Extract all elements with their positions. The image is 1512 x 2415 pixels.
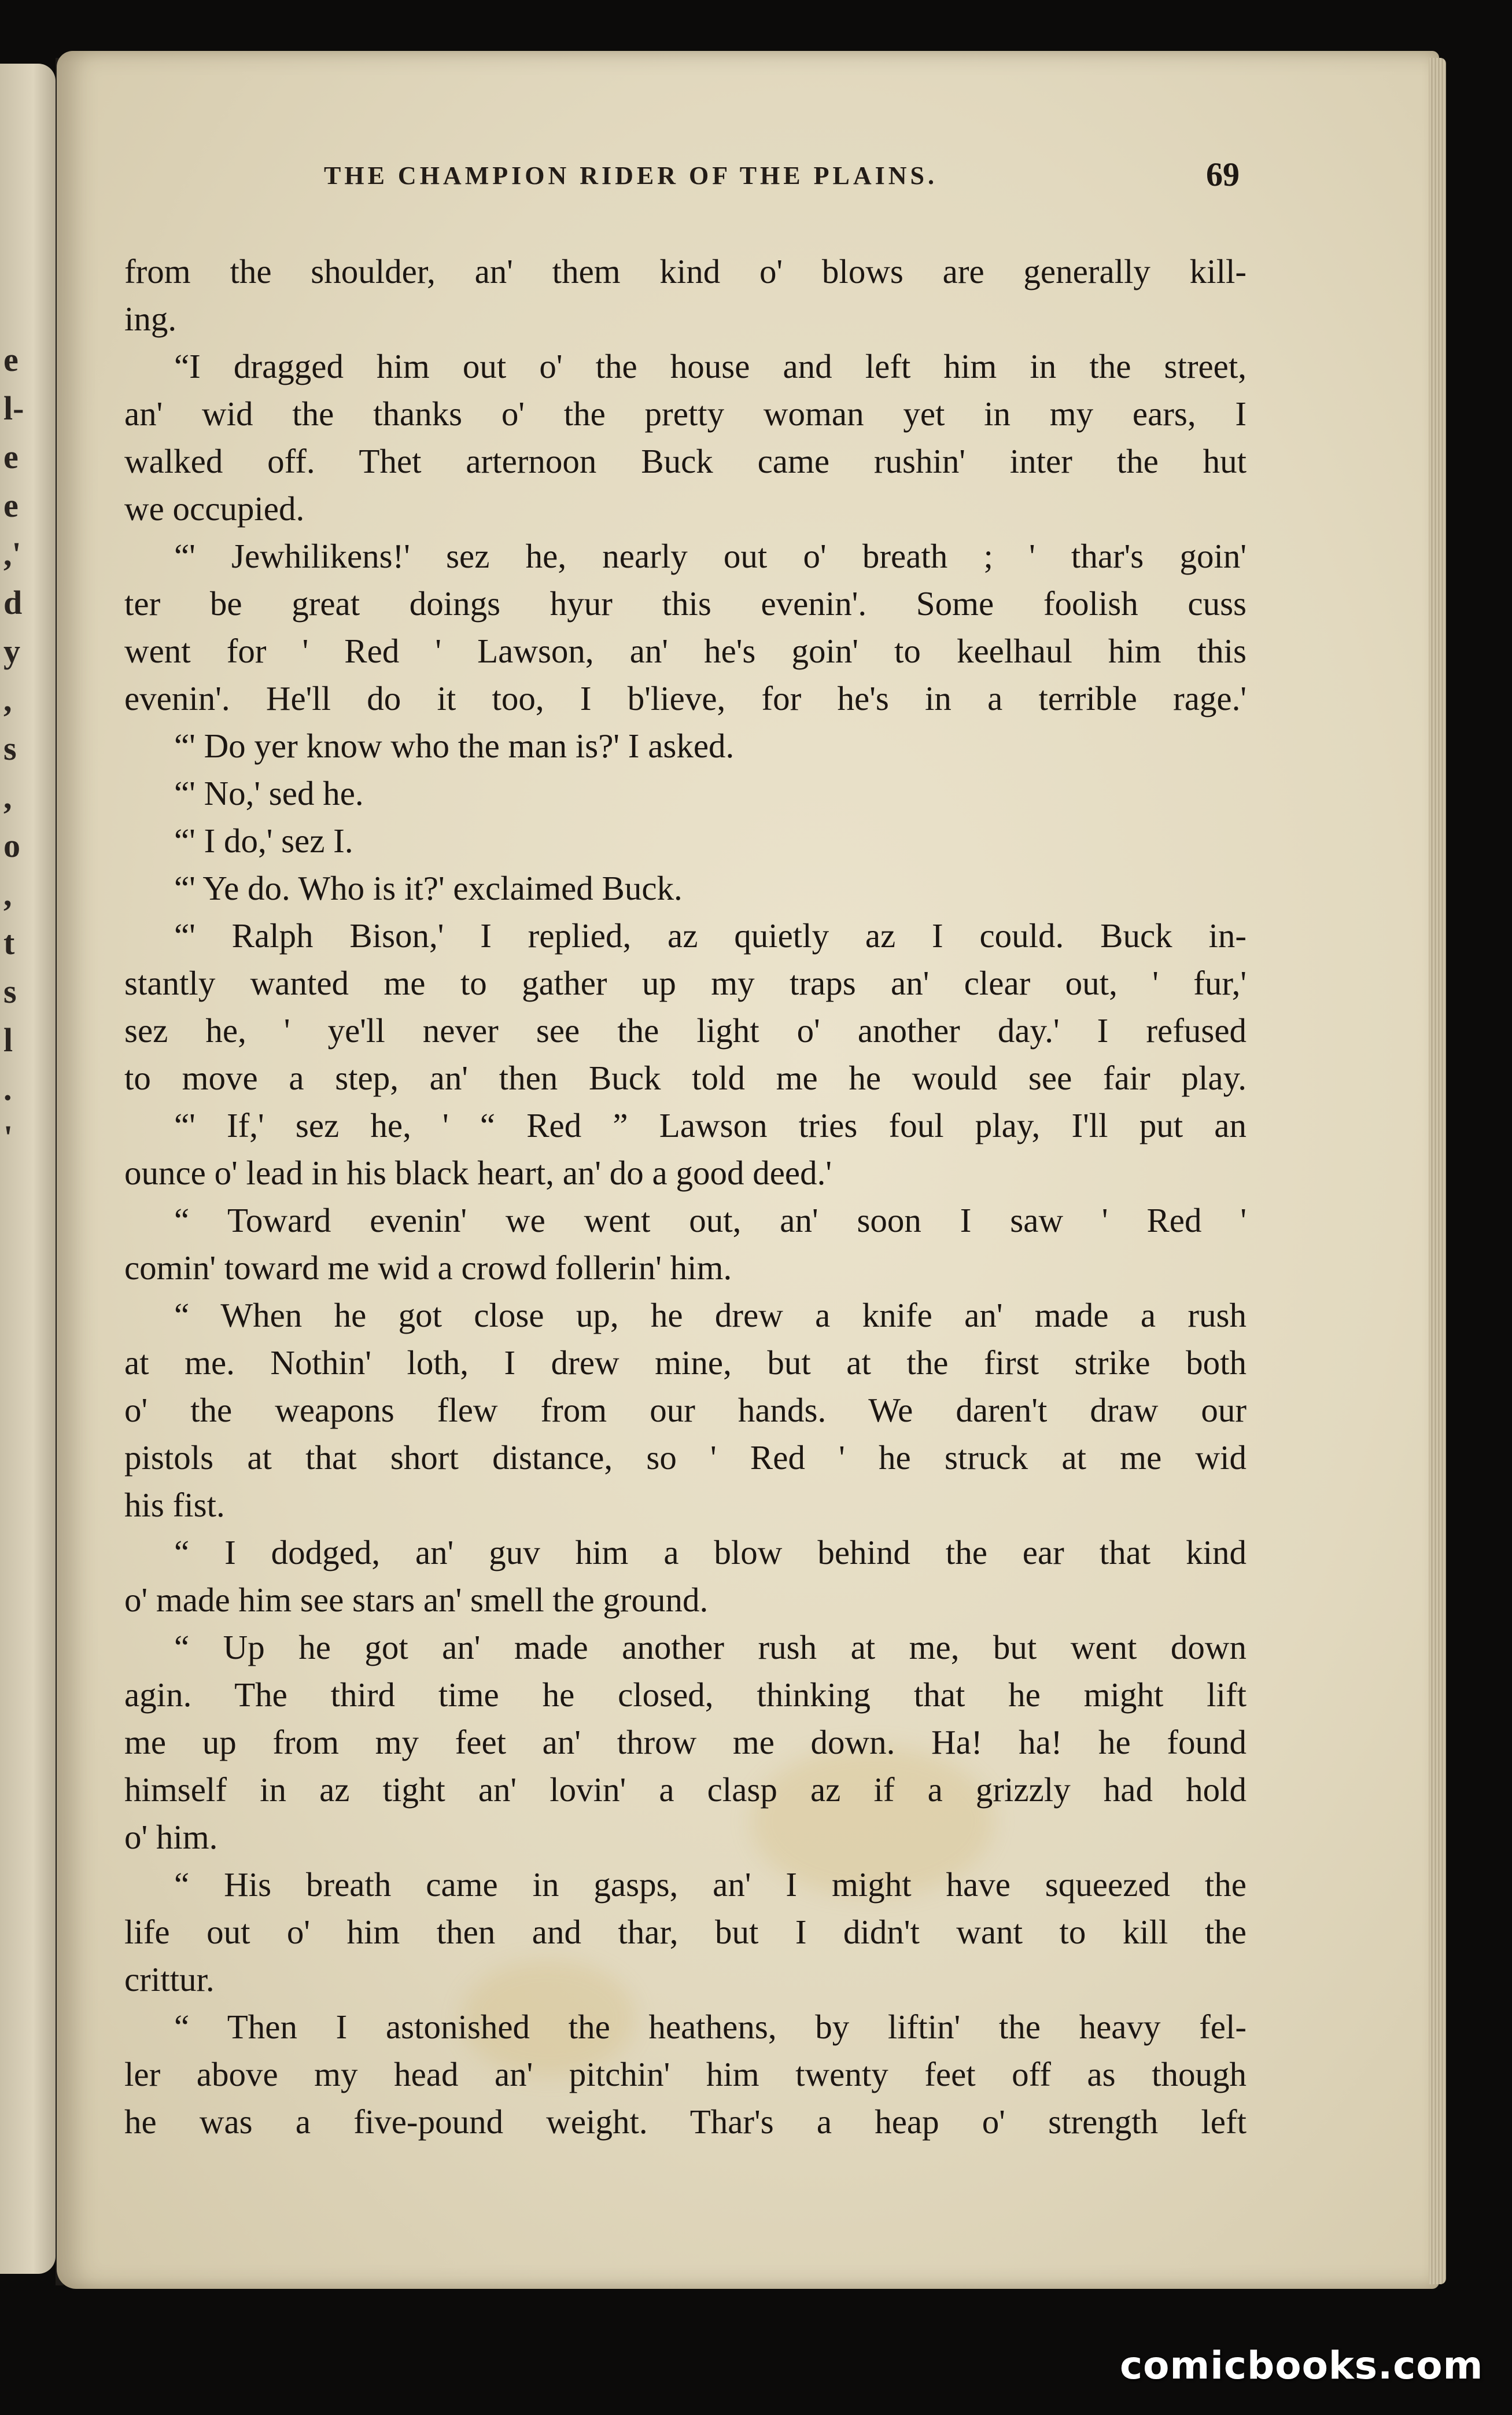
text-line: he was a five-pound weight. Thar's a heap o' strength left	[124, 2103, 1247, 2141]
text-line: o' the weapons flew from our hands. We daren't draw our	[124, 1391, 1247, 1429]
text-line: “ I dodged, an' guv him a blow behind the ear that kind	[174, 1533, 1247, 1571]
text-line: “I dragged him out o' the house and left him in the street,	[174, 347, 1247, 385]
text-line: his fist.	[124, 1486, 225, 1524]
text-line: “ Toward evenin' we went out, an' soon I saw ' Red '	[174, 1201, 1247, 1239]
facing-page-fragment: l	[3, 1021, 13, 1059]
text-line: “ Then I astonished the heathens, by liftin' the heavy fel-	[174, 2008, 1247, 2046]
text-line: me up from my feet an' throw me down. Ha! ha! he found	[124, 1723, 1247, 1761]
facing-page-fragment: ,'	[3, 535, 21, 573]
text-line: crittur.	[124, 1960, 215, 1998]
text-line: “' No,' sed he.	[174, 774, 364, 812]
facing-page-text-fragments	[3, 336, 38, 1162]
text-line: pistols at that short distance, so ' Red ' he struck at me wid	[124, 1438, 1247, 1477]
text-line: to move a step, an' then Buck told me he would see fair play.	[124, 1059, 1247, 1097]
watermark: comicbooks.com	[1120, 2343, 1484, 2388]
text-line: o' him.	[124, 1818, 218, 1856]
text-line: “' Do yer know who the man is?' I asked.	[174, 727, 735, 765]
text-line: ing.	[124, 300, 177, 338]
facing-page-fragment: d	[3, 584, 23, 621]
text-line: evenin'. He'll do it too, I b'lieve, for he's in a terrible rage.'	[124, 679, 1247, 717]
facing-page-fragment: ,	[3, 681, 12, 719]
text-line: we occupied.	[124, 489, 305, 528]
text-line: comin' toward me wid a crowd follerin' him.	[124, 1249, 732, 1287]
text-line: ler above my head an' pitchin' him twenty feet off as though	[124, 2055, 1247, 2093]
text-line: “' Ye do. Who is it?' exclaimed Buck.	[174, 869, 683, 907]
text-line: walked off. Thet arternoon Buck came rushin' inter the hut	[124, 442, 1247, 480]
page-block-edges	[1429, 58, 1446, 2284]
page-number: 69	[1206, 156, 1240, 193]
running-header: THE CHAMPION RIDER OF THE PLAINS.	[324, 161, 938, 190]
facing-page-fragment: ,	[3, 875, 12, 913]
text-line: ounce o' lead in his black heart, an' do a good deed.'	[124, 1154, 832, 1192]
facing-page-fragment: .	[3, 1070, 12, 1107]
facing-page-fragment: t	[3, 924, 15, 962]
text-line: sez he, ' ye'll never see the light o' another day.' I refused	[124, 1011, 1247, 1050]
text-line: from the shoulder, an' them kind o' blows are generally kill-	[124, 252, 1247, 290]
facing-page-fragment: s	[3, 973, 17, 1010]
text-line: went for ' Red ' Lawson, an' he's goin' to keelhaul him this	[124, 632, 1247, 670]
facing-page-edge	[0, 64, 56, 2274]
facing-page-fragment: e	[3, 438, 19, 476]
text-line: agin. The third time he closed, thinking that he might lift	[124, 1676, 1247, 1714]
text-line: “' Jewhilikens!' sez he, nearly out o' breath ; ' thar's goin'	[174, 537, 1247, 575]
text-line: at me. Nothin' loth, I drew mine, but at the first strike both	[124, 1343, 1247, 1382]
facing-page-fragment: y	[3, 632, 20, 670]
text-line: “ His breath came in gasps, an' I might have squeezed the	[174, 1865, 1247, 1904]
facing-page-fragment: o	[3, 827, 20, 864]
text-line: life out o' him then and thar, but I didn't want to kill the	[124, 1913, 1247, 1951]
facing-page-fragment: e	[3, 487, 19, 524]
body-text	[124, 248, 1247, 2145]
text-line: ter be great doings hyur this evenin'. Some foolish cuss	[124, 584, 1247, 623]
facing-page-fragment: e	[3, 341, 19, 378]
text-line: “' Ralph Bison,' I replied, az quietly az I could. Buck in-	[174, 916, 1247, 955]
text-line: “' I do,' sez I.	[174, 822, 353, 860]
text-line: o' made him see stars an' smell the ground.	[124, 1581, 709, 1619]
facing-page-fragment: s	[3, 730, 17, 767]
text-line: “' If,' sez he, ' “ Red ” Lawson tries foul play, I'll put an	[174, 1106, 1247, 1144]
text-line: an' wid the thanks o' the pretty woman yet in my ears, I	[124, 395, 1247, 433]
text-line: stantly wanted me to gather up my traps an' clear out, ' fur,'	[124, 964, 1247, 1002]
text-line: himself in az tight an' lovin' a clasp az if a grizzly had hold	[124, 1770, 1247, 1809]
facing-page-fragment: l-	[3, 389, 24, 427]
text-line: “ When he got close up, he drew a knife an' made a rush	[174, 1296, 1247, 1334]
facing-page-fragment: ,	[3, 778, 12, 816]
text-line: “ Up he got an' made another rush at me, but went down	[174, 1628, 1247, 1666]
facing-page-fragment: '	[3, 1118, 13, 1156]
